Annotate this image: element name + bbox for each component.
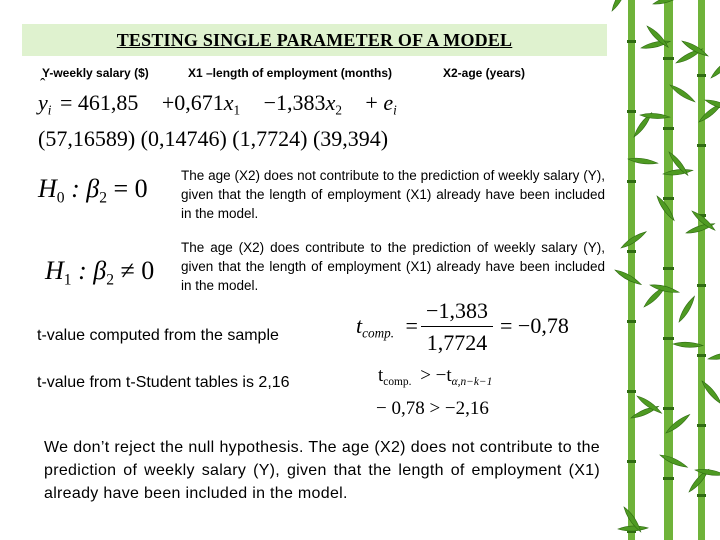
bamboo-node [627, 110, 636, 113]
bamboo-node [663, 57, 674, 60]
bamboo-node [627, 40, 636, 43]
conclusion-text: We don’t reject the null hypothesis. The age (X2) does not contribute to the prediction of weekly salary (Y), given that the length of employment (X1) already have been included in the model. [44, 439, 600, 502]
equation-term1-var: x [223, 90, 234, 115]
bamboo-node [697, 494, 706, 497]
h1-beta-sub: 2 [106, 271, 114, 289]
t-table-label: t-value from t-Student tables is 2,16 [37, 374, 290, 391]
h0-beta-sub: 2 [99, 189, 107, 207]
bamboo-decoration [606, 0, 720, 540]
h1-formula [45, 256, 154, 289]
bamboo-leaf [709, 56, 720, 80]
h1-symbol: H [45, 256, 64, 285]
bamboo-node [697, 144, 706, 147]
h1-description: The age (X2) does contribute to the prediction of weekly salary (Y), given that the length of employment (X1) already have been included in the model. [181, 240, 605, 293]
bamboo-leaf [618, 525, 648, 531]
t-comp-t: t [356, 313, 363, 338]
t-comp-sub: comp. [362, 325, 394, 341]
bamboo-node [627, 250, 636, 253]
t-computed-label: t-value computed from the sample [37, 327, 279, 344]
bamboo-leaf [707, 350, 720, 361]
t-table-lhs-sub: comp. [383, 375, 412, 388]
title-banner [22, 24, 607, 56]
t-computed-result: = −0,78 [500, 313, 569, 338]
bamboo-node [627, 390, 636, 393]
h0-sub: 0 [56, 189, 65, 207]
t-table-inequality [378, 365, 492, 388]
equation-lhs-symbol: y [38, 90, 48, 115]
bamboo-node [663, 477, 674, 480]
t-table-lhs: t [378, 365, 384, 386]
equation-error-sub: i [393, 102, 397, 118]
equation-term1-coef: +0,671 [161, 90, 224, 115]
t-computed-symbol: $t_{comp.}$ = [356, 313, 418, 341]
bamboo-node [663, 267, 674, 270]
bamboo-node [697, 74, 706, 77]
bamboo-node [627, 180, 636, 183]
h0-beta: : β [71, 174, 100, 203]
equation-term2-coef: −1,383 [263, 90, 326, 115]
bamboo-node [627, 460, 636, 463]
regression-equation: y ˆ $_i = 461,85 +0,671x_1 -1,383x_2 + e_i$ [38, 76, 397, 118]
bamboo-node [663, 197, 674, 200]
bamboo-node [697, 354, 706, 357]
h1-beta: : β [78, 256, 107, 285]
t-computed-fraction [421, 298, 493, 356]
variable-x1-label: X1 –length of employment (months) [188, 66, 393, 80]
bamboo-leaf [610, 0, 629, 12]
bamboo-leaf [659, 453, 688, 470]
t-table-comparison: − 0,78 > −2,16 [376, 398, 489, 419]
equation-term2-sub: 2 [335, 102, 342, 118]
bamboo-node [697, 424, 706, 427]
standard-errors: (57,16589) (0,14746) (1,7724) (39,394) [38, 126, 389, 151]
page-title: TESTING SINGLE PARAMETER OF A MODEL [116, 30, 513, 50]
bamboo-stalk [698, 0, 705, 540]
variable-y-label: Y-weekly salary ($) [42, 66, 149, 80]
bamboo-node [663, 127, 674, 130]
equation-term2-var: x [325, 90, 336, 115]
bamboo-stalk [628, 0, 635, 540]
h1-sub: 1 [63, 271, 72, 289]
t-computed-numerator: −1,383 [421, 298, 493, 327]
h1-relation: ≠ 0 [120, 256, 155, 285]
bamboo-leaf [677, 295, 697, 323]
h0-relation: = 0 [113, 174, 148, 203]
t-table-rel: > −t [420, 365, 452, 386]
bamboo-node [627, 320, 636, 323]
bamboo-node [663, 407, 674, 410]
t-table-rhs-sub: α,n−k−1 [451, 375, 493, 388]
h0-description: The age (X2) does not contribute to the prediction of weekly salary (Y), given that the length of employment (X1) already have been included in the model. [181, 168, 605, 221]
equation-lhs-sub: i [47, 102, 52, 118]
equation-error-sign: + [365, 90, 378, 115]
t-computed-denominator: 1,7724 [426, 330, 488, 355]
equation-intercept: 461,85 [77, 90, 139, 115]
h0-symbol: H [38, 174, 57, 203]
variable-x2-label: X2-age (years) [443, 66, 526, 80]
h0-formula [38, 174, 148, 207]
bamboo-node [663, 337, 674, 340]
bamboo-node [697, 284, 706, 287]
equation-term1-sub: 1 [233, 102, 241, 118]
equation-error-var: e [383, 90, 394, 115]
